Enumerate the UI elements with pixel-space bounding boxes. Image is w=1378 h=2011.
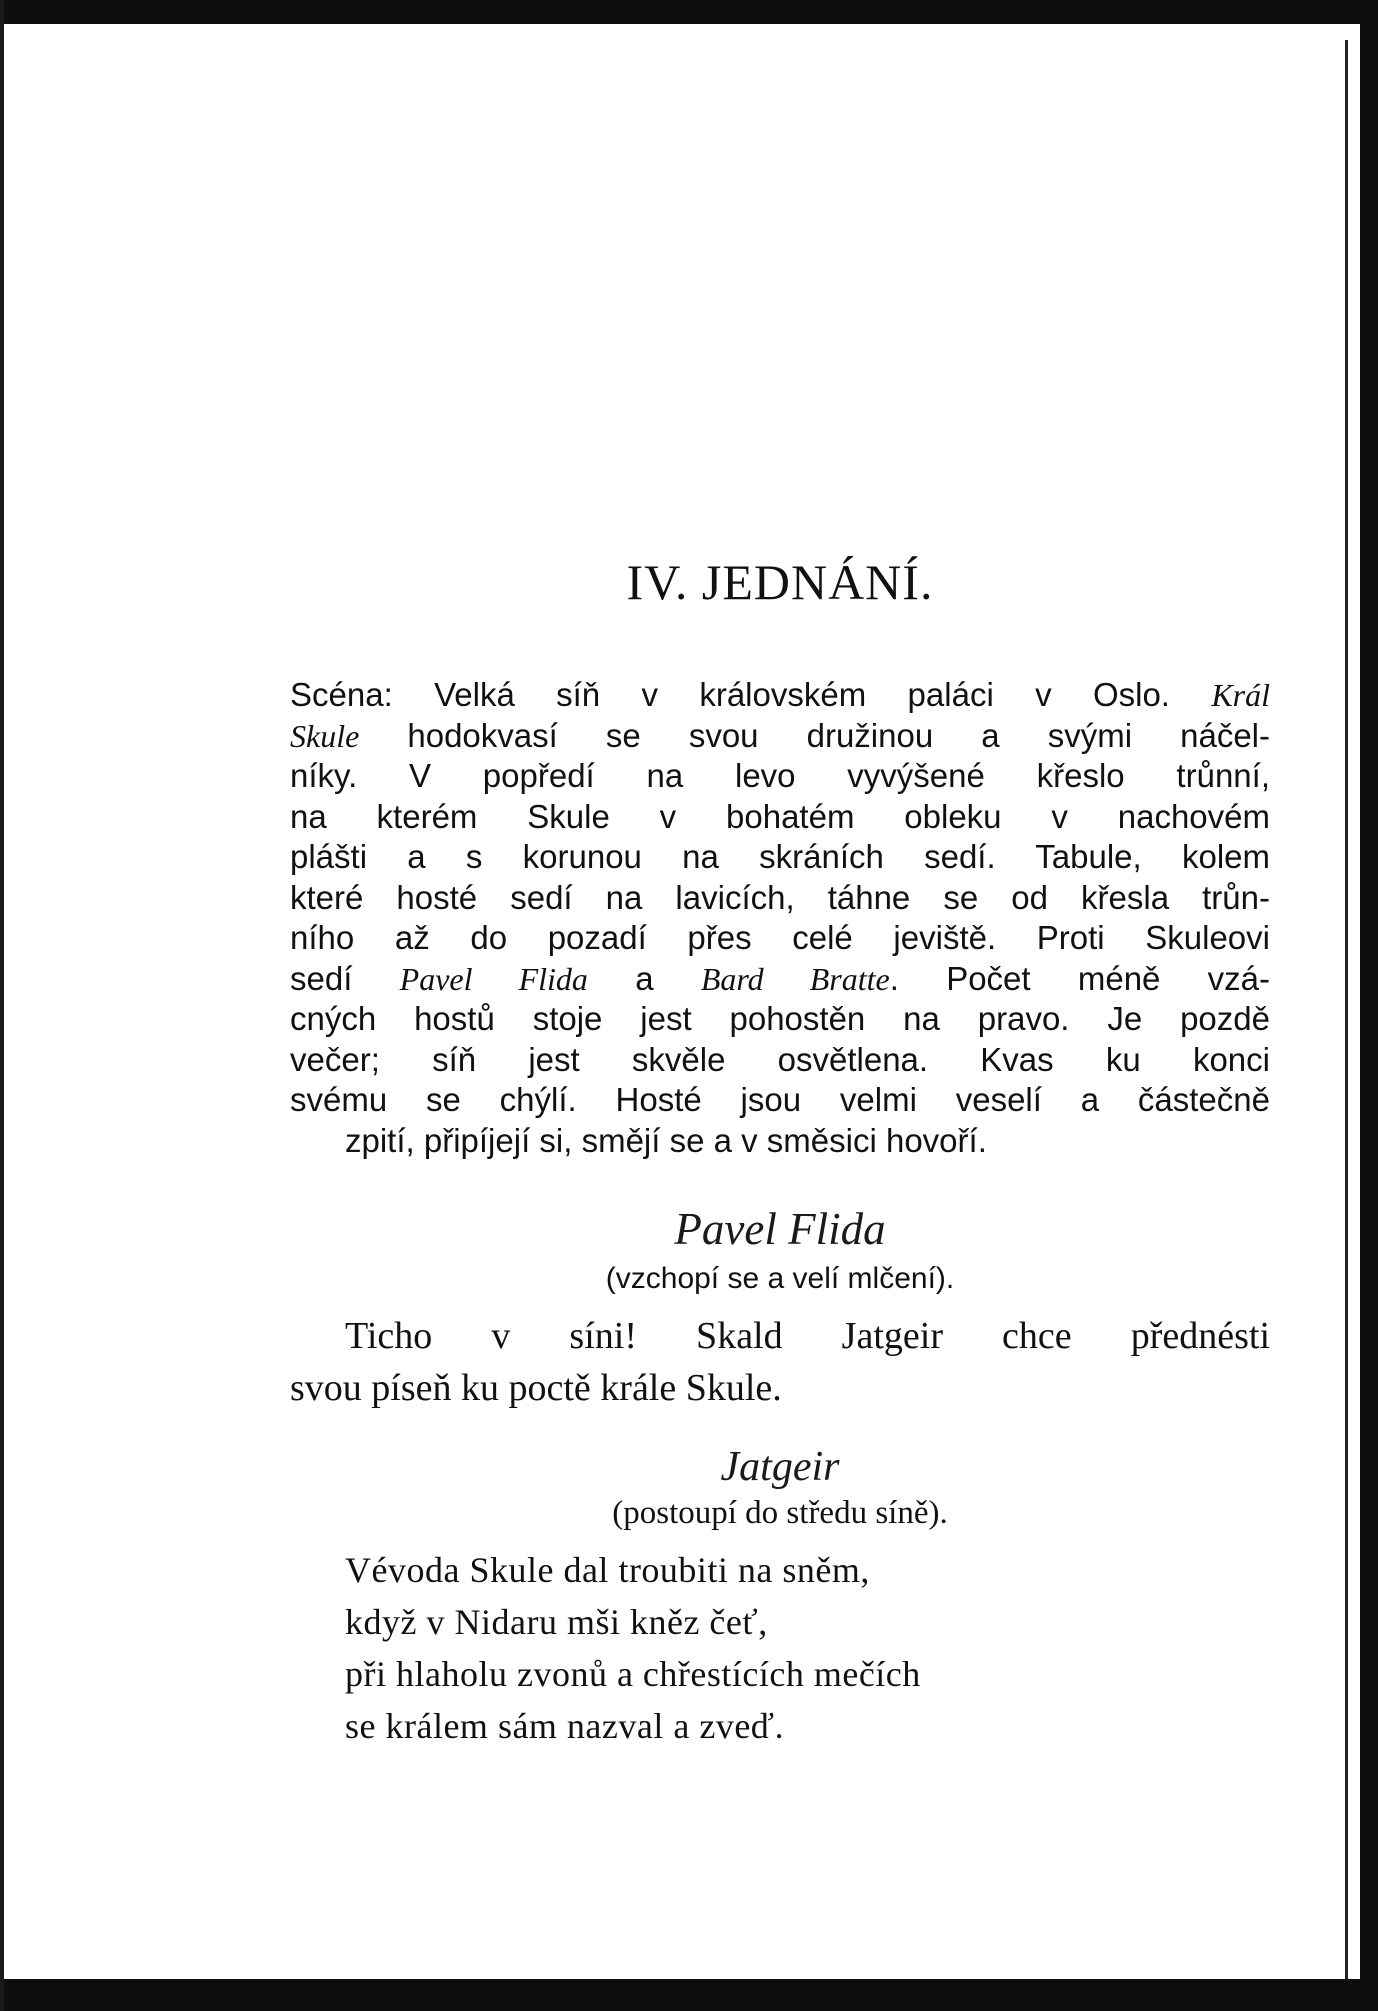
stage-direction-jatgeir: (postoupí do středu síně). [612,1495,948,1531]
speaker-name-jatgeir: Jatgeir [720,1444,840,1490]
speech-line: svou píseň ku poctě krále Skule. [290,1367,782,1409]
scene-italic-name: Bard Bratte [700,960,890,997]
scene-italic-name: Král [1211,677,1270,713]
scene-italic-name: Pavel Flida [399,960,588,997]
scene-line: níky. V popředí na levo vyvýšené křeslo trůnní, [290,757,1270,794]
scene-line: sedí Pavel Flida a Bard Bratte. Počet méně vzá- [290,959,1271,997]
verse-line: Vévoda Skule dal troubiti na sněm, [345,1550,870,1590]
scan-edge-right [1360,0,1378,2011]
act-heading: IV. JEDNÁNÍ. [626,554,934,610]
scene-line: cných hostů stoje jest pohostěn na pravo. Je pozdě [290,1000,1270,1037]
scene-italic-name: Skule [290,717,360,754]
scene-description [290,675,1270,1161]
scene-line: zpití, připíjejí si, smějí se a v směsici hovoří. [345,1121,987,1159]
scan-edge-left [0,0,4,2011]
verse-jatgeir [345,1544,1245,1752]
page-fold-line [1345,40,1348,1980]
stage-direction-pavel: (vzchopí se a velí mlčení). [605,1262,955,1295]
scene-line: svému se chýlí. Hosté jsou velmi veselí a částečně [290,1081,1270,1118]
scene-line: ního až do pozadí přes celé jeviště. Proti Skuleovi [290,919,1270,956]
book-page [290,0,1270,2011]
scene-line: Skule hodokvasí se svou družinou a svými náčel- [290,716,1270,754]
scene-line: Scéna: Velká síň v královském paláci v Oslo. Král [290,676,1270,713]
verse-line: se králem sám nazval a zveď. [345,1706,785,1746]
speech-pavel [290,1310,1270,1414]
speaker-name-pavel: Pavel Flida [674,1204,886,1254]
scene-line: večer; síň jest skvěle osvětlena. Kvas ku konci [290,1040,1270,1078]
speech-line: Ticho v síni! Skald Jatgeir chce přednésti [345,1315,1270,1357]
scene-line: na kterém Skule v bohatém obleku v nachovém [290,797,1270,835]
verse-line: když v Nidaru mši kněz čeť, [345,1602,768,1642]
scene-line: které hosté sedí na lavicích, táhne se od křesla trůn- [290,878,1270,916]
verse-line: při hlaholu zvonů a chřestících mečích [345,1654,921,1694]
scene-line: plášti a s korunou na skráních sedí. Tabule, kolem [290,838,1270,875]
